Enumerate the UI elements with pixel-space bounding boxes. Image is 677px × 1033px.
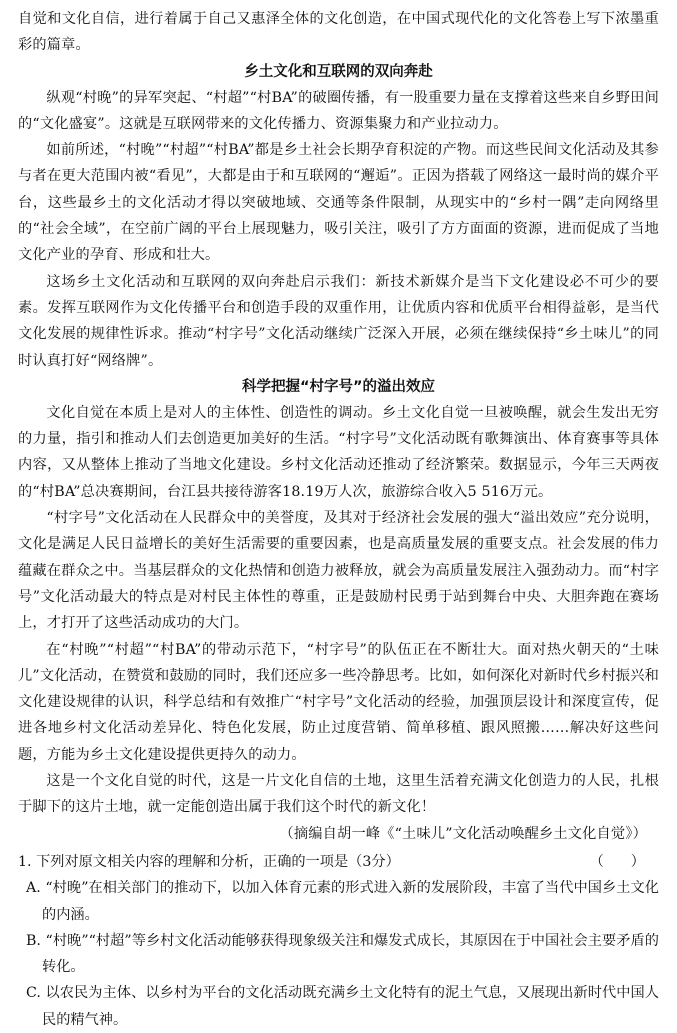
section2-paragraph-3: 在“村晚”“村超”“村BA”的带动示范下，“村字号”的队伍正在不断壮大。面对热火朝天的“土味儿”文化活动，在赞赏和鼓励的同时，我们还应多一些冷静思考。比如，如何深化对新时代乡村振兴和文化建设规律的认识，科学总结和有效推广“村字号”文化活动的经验，加强顶层设计和深度宣传，促进各地乡村文化活动差异化、特色化发展，防止过度营销、简单移植、跟风照搬……解决好这些问题，方能为乡土文化建设提供更持久的动力。 — [18, 641, 659, 763]
section2-paragraph-4: 这是一个文化自觉的时代，这是一片文化自信的土地，这里生活着充满文化创造力的人民，扎根于脚下的这片土地，就一定能创造出属于我们这个时代的新文化！ — [18, 773, 659, 816]
section2-paragraph-1: 文化自觉在本质上是对人的主体性、创造性的调动。乡土文化自觉一旦被唤醒，就会生发出无穷的力量，指引和推动人们去创造更加美好的生活。“村字号”文化活动既有歌舞演出、体育赛事等具体内容，又从整体上推动了当地文化建设。乡村文化活动还推动了经济繁荣。数据显示，今年三天两夜的“村BA”总决赛期间，台江县共接待游客18.19万人次，旅游综合收入5 516万元。 — [18, 404, 659, 500]
question-1 — [18, 849, 659, 1033]
section2-paragraph-2: “村字号”文化活动在人民群众中的美誉度，及其对于经济社会发展的强大“溢出效应”充分说明，文化是满足人民日益增长的美好生活需要的重要因素，也是高质量发展的重要支点。社会发展的伟力蕴藏在群众之中。当基层群众的文化热情和创造力被释放，就会为高质量发展注入强劲动力。而“村字号”文化活动最大的特点是对村民主体性的尊重，正是鼓励村民勇于站到舞台中央、大胆奔跑在赛场上，才打开了这些活动成功的大门。 — [18, 510, 659, 632]
section1-paragraph-2: 如前所述，“村晚”“村超”“村BA”都是乡土社会长期孕育积淀的产物。而这些民间文化活动及其参与者在更大范围内被“看见”，大都是由于和互联网的“邂逅”。正因为搭载了网络这一最时尚的媒介平台，这些最乡土的文化活动才得以突破地域、交通等条件限制，从现实中的“乡村一隅”走向网络里的“社会全域”，在空前广阔的平台上展现魅力，吸引关注，吸引了方方面面的资源，进而促成了当地文化产业的孕育、形成和壮大。 — [18, 142, 659, 264]
answer-blank[interactable]: （ ） — [589, 853, 645, 870]
question-stem-text: 1. 下列对原文相关内容的理解和分析，正确的一项是（3分） — [18, 853, 400, 870]
question-stem — [18, 849, 659, 875]
section-heading-spillover: 科学把握“村字号”的溢出效应 — [241, 378, 436, 395]
section1-paragraph-1: 纵观“村晚”的异军突起、“村超”“村BA”的破圈传播，有一股重要力量在支撑着这些来自乡野田间的“文化盛宴”。这就是互联网带来的文化传播力、资源集聚力和产业拉动力。 — [18, 89, 659, 132]
option-b[interactable]: B. “村晚”“村超”等乡村文化活动能够获得现象级关注和爆发式成长，其原因在于中国社会主要矛盾的转化。 — [26, 932, 659, 976]
article-source: （摘编自胡一峰《“土味儿”文化活动唤醒乡土文化自觉》） — [279, 825, 647, 842]
section1-paragraph-3: 这场乡土文化活动和互联网的双向奔赴启示我们：新技术新媒介是当下文化建设必不可少的要素。发挥互联网作为文化传播平台和创造手段的双重作用，让优质内容和优质平台相得益彰，是当代文化发展的规律性诉求。推动“村字号”文化活动继续广泛深入开展，必须在继续保持“乡土味儿”的同时认真打好“网络牌”。 — [18, 273, 659, 369]
intro-paragraph-tail: 自觉和文化自信，进行着属于自己又惠泽全体的文化创造，在中国式现代化的文化答卷上写下浓墨重彩的篇章。 — [18, 11, 659, 54]
option-a[interactable]: A. “村晚”在相关部门的推动下，以加入体育元素的形式进入新的发展阶段，丰富了当代中国乡土文化的内涵。 — [26, 880, 659, 923]
section-heading-internet: 乡土文化和互联网的双向奔赴 — [244, 63, 433, 80]
option-c[interactable]: C. 以农民为主体、以乡村为平台的文化活动既充满乡土文化特有的泥土气息，又展现出新时代中国人民的精气神。 — [26, 985, 659, 1028]
